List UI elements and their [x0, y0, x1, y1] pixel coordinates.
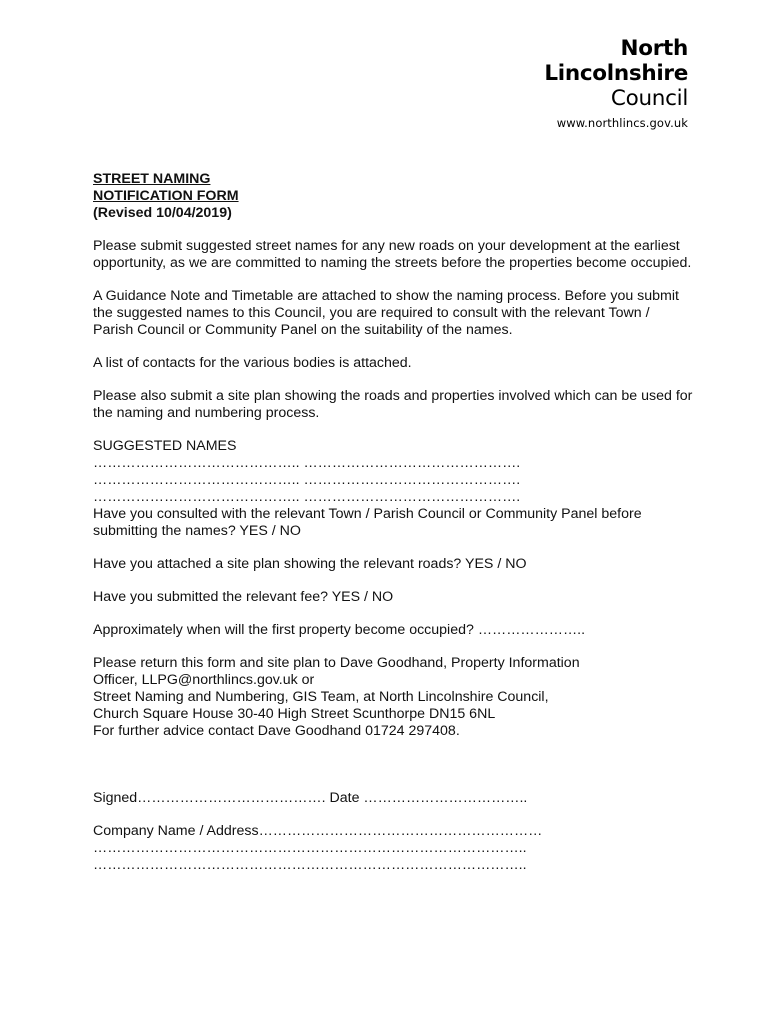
return-line-5: For further advice contact Dave Goodhand 01724 297408.	[93, 723, 460, 739]
logo-line-council: Council	[610, 86, 688, 111]
return-line-2: Officer, LLPG@northlincs.gov.uk or	[93, 672, 315, 688]
return-line-4: Church Square House 30-40 High Street Scunthorpe DN15 6NL	[93, 706, 496, 722]
company-address-section	[93, 823, 693, 874]
suggested-name-field-1[interactable]: …………………………………….. ……………………………………….	[93, 455, 521, 471]
logo-line-north: North	[620, 36, 688, 61]
spacer	[93, 756, 693, 790]
suggested-name-field-2[interactable]: …………………………………….. ……………………………………….	[93, 472, 521, 488]
guidance-paragraph: A Guidance Note and Timetable are attached to show the naming process. Before you submit the suggested names to this Council, you are required to consult with the relevant Town / Parish Council or Community Panel on the suitability of the names.	[93, 288, 679, 338]
return-instructions	[93, 655, 693, 740]
address-field-line-1[interactable]: ………………………………………………………………………………..	[93, 840, 527, 856]
suggested-name-field-3[interactable]: …………………………………….. ……………………………………….	[93, 489, 521, 505]
signed-date-field[interactable]: Signed…………………………………. Date ……………………………..	[93, 790, 528, 806]
question-site-plan[interactable]: Have you attached a site plan showing the relevant roads? YES / NO	[93, 556, 527, 572]
council-logo	[544, 36, 688, 111]
intro-paragraph: Please submit suggested street names for any new roads on your development at the earliest opportunity, as we are committed to naming the streets before the properties become occupied.	[93, 238, 692, 271]
title-line-2: NOTIFICATION FORM	[93, 188, 239, 204]
contacts-paragraph: A list of contacts for the various bodies is attached.	[93, 355, 412, 371]
question-fee[interactable]: Have you submitted the relevant fee? YES / NO	[93, 589, 394, 605]
address-field-line-2[interactable]: ………………………………………………………………………………..	[93, 857, 527, 873]
site-plan-paragraph: Please also submit a site plan showing the roads and properties involved which can be used for the naming and numbering process.	[93, 388, 693, 421]
return-line-3: Street Naming and Numbering, GIS Team, at North Lincolnshire Council,	[93, 689, 549, 705]
form-body	[93, 171, 693, 874]
return-line-1: Please return this form and site plan to Dave Goodhand, Property Information	[93, 655, 580, 671]
suggested-names-heading: SUGGESTED NAMES	[93, 438, 237, 454]
revised-date: (Revised 10/04/2019)	[93, 205, 232, 221]
question-occupied[interactable]: Approximately when will the first property become occupied? …………………..	[93, 622, 586, 638]
title-line-1: STREET NAMING	[93, 171, 211, 187]
suggested-names-section	[93, 438, 693, 506]
website-url: www.northlincs.gov.uk	[556, 116, 688, 130]
question-consulted[interactable]: Have you consulted with the relevant Town / Parish Council or Community Panel before submitting the names? YES / NO	[93, 506, 642, 539]
company-address-field[interactable]: Company Name / Address……………………………………………………	[93, 823, 543, 839]
form-title	[93, 171, 693, 222]
logo-line-lincolnshire: Lincolnshire	[544, 61, 688, 86]
